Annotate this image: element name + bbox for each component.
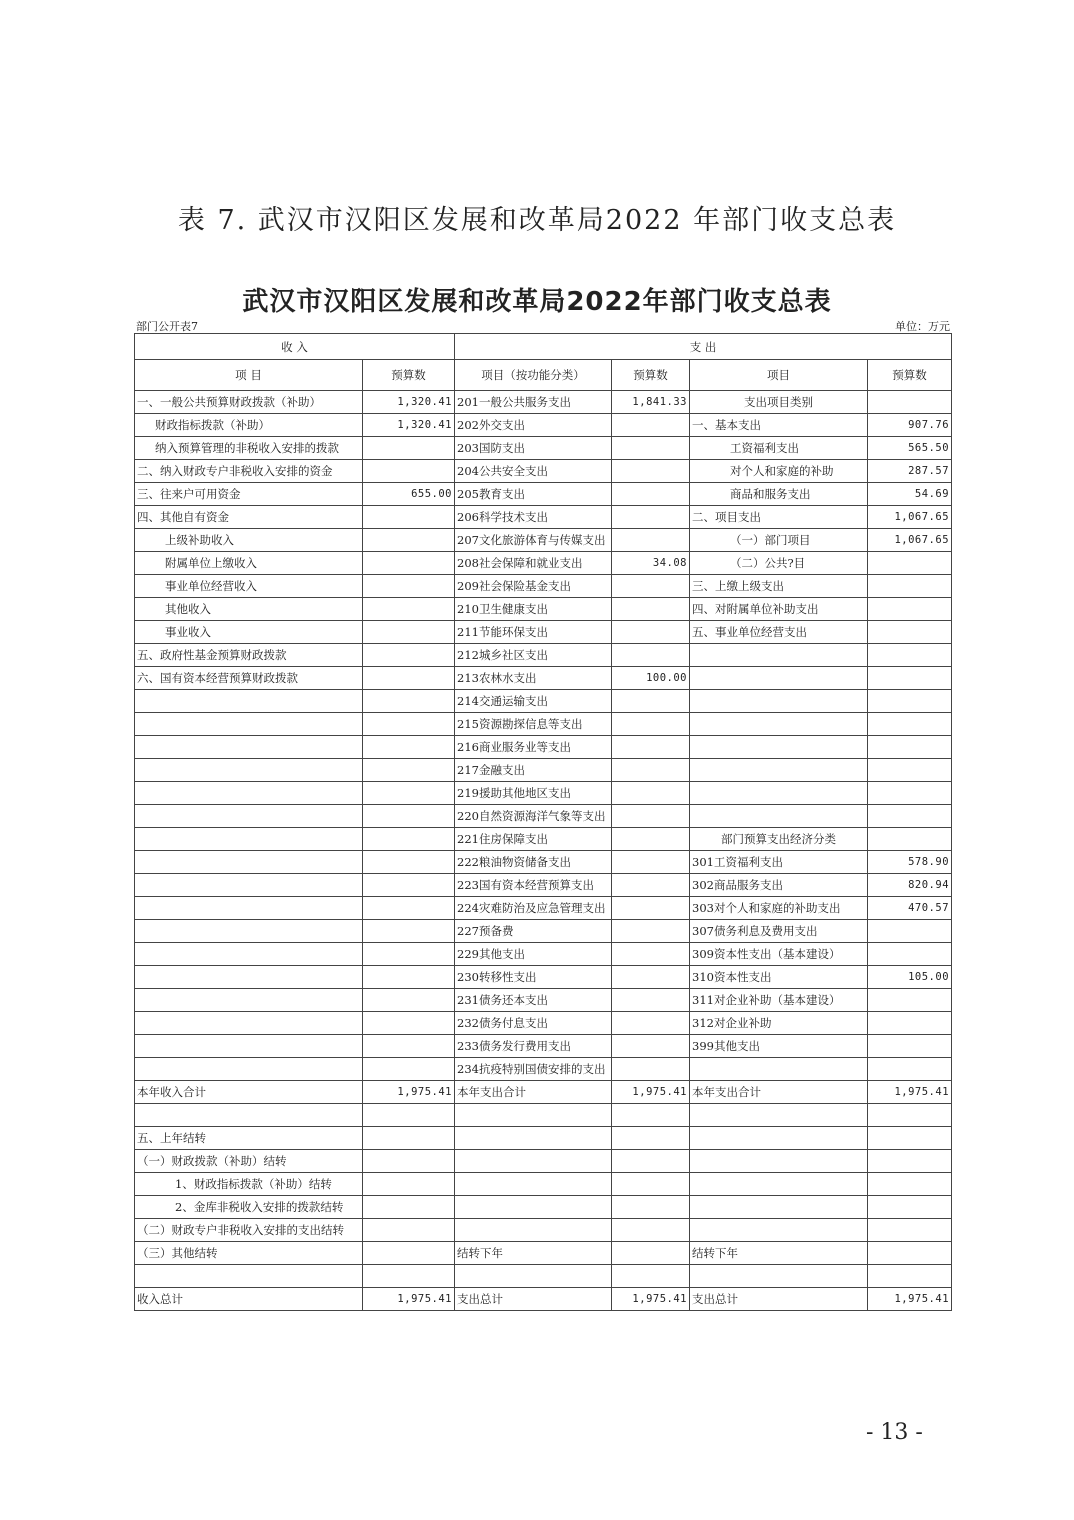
expense-function-budget-cell: [612, 529, 690, 552]
page-number: - 13 -: [866, 1420, 923, 1445]
expense-function-cell: 205教育支出: [455, 483, 612, 506]
expense-function-budget-cell: [612, 897, 690, 920]
expense-category-budget-cell: [868, 1265, 952, 1288]
expense-category-budget-cell: [868, 736, 952, 759]
table-row: [135, 391, 952, 414]
expense-function-budget-cell: [612, 828, 690, 851]
income-budget-cell: [363, 828, 455, 851]
table-row: [135, 414, 952, 437]
income-item-cell: [135, 805, 363, 828]
income-budget-cell: [363, 897, 455, 920]
expense-category-cell: 二、项目支出: [690, 506, 868, 529]
income-item-cell: [135, 690, 363, 713]
expense-category-budget-cell: [868, 621, 952, 644]
income-item-cell: 附属单位上缴收入: [135, 552, 363, 575]
income-item-cell: [135, 851, 363, 874]
expense-category-cell: [690, 1196, 868, 1219]
expense-category-budget-cell: 1,067.65: [868, 506, 952, 529]
expense-header: 支 出: [455, 334, 952, 360]
expense-function-cell: 204公共安全支出: [455, 460, 612, 483]
expense-function-budget-cell: [612, 1012, 690, 1035]
expense-category-budget-cell: [868, 759, 952, 782]
expense-function-budget-cell: [612, 736, 690, 759]
expense-function-cell: 203国防支出: [455, 437, 612, 460]
table-row: [135, 1104, 952, 1127]
expense-category-budget-cell: 578.90: [868, 851, 952, 874]
expense-category-budget-cell: [868, 805, 952, 828]
table-row: [135, 966, 952, 989]
expense-category-budget-cell: 54.69: [868, 483, 952, 506]
expense-function-cell: 222粮油物资储备支出: [455, 851, 612, 874]
income-budget-cell: [363, 1035, 455, 1058]
expense-function-cell: 209社会保险基金支出: [455, 575, 612, 598]
expense-function-cell: [455, 1196, 612, 1219]
income-item-cell: （三）其他结转: [135, 1242, 363, 1265]
expense-category-cell: 三、上缴上级支出: [690, 575, 868, 598]
income-item-cell: 三、往来户可用资金: [135, 483, 363, 506]
income-item-cell: [135, 1058, 363, 1081]
col-budget3-header: 预算数: [868, 360, 952, 391]
expense-category-cell: 302商品服务支出: [690, 874, 868, 897]
table-row: [135, 1150, 952, 1173]
expense-function-budget-cell: [612, 1150, 690, 1173]
income-budget-cell: [363, 621, 455, 644]
expense-function-budget-cell: [612, 1173, 690, 1196]
expense-category-budget-cell: [868, 943, 952, 966]
document-title: 表 7. 武汉市汉阳区发展和改革局2022 年部门收支总表: [177, 205, 897, 236]
expense-function-budget-cell: [612, 851, 690, 874]
expense-function-cell: 213农林水支出: [455, 667, 612, 690]
income-budget-cell: 1,975.41: [363, 1081, 455, 1104]
expense-category-budget-cell: 1,975.41: [868, 1081, 952, 1104]
table-row: [135, 529, 952, 552]
income-budget-cell: [363, 805, 455, 828]
income-item-cell: 财政指标拨款（补助）: [135, 414, 363, 437]
expense-function-budget-cell: [612, 1265, 690, 1288]
expense-category-cell: 支出项目类别: [690, 391, 868, 414]
income-item-cell: 收入总计: [135, 1288, 363, 1311]
expense-category-cell: 309资本性支出（基本建设）: [690, 943, 868, 966]
expense-category-budget-cell: 907.76: [868, 414, 952, 437]
expense-category-cell: 五、事业单位经营支出: [690, 621, 868, 644]
expense-function-budget-cell: [612, 690, 690, 713]
expense-category-budget-cell: [868, 1242, 952, 1265]
expense-category-budget-cell: [868, 713, 952, 736]
col-budget-header: 预算数: [363, 360, 455, 391]
expense-function-cell: 208社会保障和就业支出: [455, 552, 612, 575]
expense-function-cell: 215资源勘探信息等支出: [455, 713, 612, 736]
table-row: [135, 483, 952, 506]
expense-function-cell: 217金融支出: [455, 759, 612, 782]
expense-function-budget-cell: 1,975.41: [612, 1288, 690, 1311]
expense-function-budget-cell: 100.00: [612, 667, 690, 690]
expense-function-cell: 202外交支出: [455, 414, 612, 437]
income-item-cell: [135, 943, 363, 966]
expense-category-budget-cell: [868, 575, 952, 598]
expense-category-cell: 结转下年: [690, 1242, 868, 1265]
expense-category-cell: 一、基本支出: [690, 414, 868, 437]
expense-category-cell: 商品和服务支出: [690, 483, 868, 506]
income-budget-cell: [363, 736, 455, 759]
table-row: [135, 1035, 952, 1058]
income-item-cell: [135, 782, 363, 805]
income-item-cell: 1、财政指标拨款（补助）结转: [135, 1173, 363, 1196]
expense-function-cell: [455, 1173, 612, 1196]
income-item-cell: [135, 920, 363, 943]
table-row: [135, 713, 952, 736]
expense-function-budget-cell: [612, 506, 690, 529]
expense-category-budget-cell: [868, 1150, 952, 1173]
income-item-cell: [135, 759, 363, 782]
income-budget-cell: [363, 1265, 455, 1288]
income-item-cell: [135, 1035, 363, 1058]
expense-category-budget-cell: [868, 828, 952, 851]
income-item-cell: 一、一般公共预算财政拨款（补助）: [135, 391, 363, 414]
expense-category-budget-cell: [868, 1035, 952, 1058]
income-budget-cell: [363, 552, 455, 575]
expense-category-budget-cell: [868, 1104, 952, 1127]
expense-function-cell: 216商业服务业等支出: [455, 736, 612, 759]
table-row: [135, 874, 952, 897]
expense-category-cell: 301工资福利支出: [690, 851, 868, 874]
expense-category-budget-cell: [868, 667, 952, 690]
table-row: [135, 1012, 952, 1035]
expense-category-budget-cell: [868, 782, 952, 805]
income-item-cell: 事业收入: [135, 621, 363, 644]
income-budget-cell: [363, 1219, 455, 1242]
income-budget-cell: [363, 437, 455, 460]
income-budget-cell: 1,975.41: [363, 1288, 455, 1311]
expense-function-cell: 201一般公共服务支出: [455, 391, 612, 414]
expense-category-cell: 四、对附属单位补助支出: [690, 598, 868, 621]
expense-category-cell: 对个人和家庭的补助: [690, 460, 868, 483]
table-row: [135, 1219, 952, 1242]
expense-function-budget-cell: [612, 621, 690, 644]
income-item-cell: [135, 897, 363, 920]
expense-category-cell: [690, 644, 868, 667]
table-title: 武汉市汉阳区发展和改革局2022年部门收支总表: [242, 287, 832, 317]
expense-function-budget-cell: [612, 437, 690, 460]
expense-category-cell: [690, 1265, 868, 1288]
expense-function-cell: [455, 1104, 612, 1127]
expense-category-budget-cell: 1,067.65: [868, 529, 952, 552]
table-row: [135, 667, 952, 690]
table-row: [135, 437, 952, 460]
expense-category-cell: [690, 713, 868, 736]
income-budget-cell: 1,320.41: [363, 391, 455, 414]
expense-category-budget-cell: 287.57: [868, 460, 952, 483]
expense-category-cell: 307债务利息及费用支出: [690, 920, 868, 943]
expense-category-cell: 399其他支出: [690, 1035, 868, 1058]
expense-function-budget-cell: [612, 1219, 690, 1242]
table-row: [135, 1173, 952, 1196]
expense-function-budget-cell: [612, 1035, 690, 1058]
income-item-cell: [135, 989, 363, 1012]
expense-function-budget-cell: [612, 989, 690, 1012]
table-row: [135, 1242, 952, 1265]
expense-category-budget-cell: 820.94: [868, 874, 952, 897]
income-item-cell: [135, 874, 363, 897]
table-row: [135, 1265, 952, 1288]
expense-category-cell: 支出总计: [690, 1288, 868, 1311]
table-row: [135, 1288, 952, 1311]
expense-category-cell: [690, 759, 868, 782]
expense-function-budget-cell: [612, 460, 690, 483]
expense-function-budget-cell: [612, 644, 690, 667]
expense-category-cell: 303对个人和家庭的补助支出: [690, 897, 868, 920]
income-item-cell: [135, 1012, 363, 1035]
expense-function-budget-cell: [612, 1127, 690, 1150]
income-budget-cell: [363, 1127, 455, 1150]
income-item-cell: [135, 966, 363, 989]
expense-function-budget-cell: [612, 414, 690, 437]
expense-function-cell: 214交通运输支出: [455, 690, 612, 713]
expense-category-cell: [690, 736, 868, 759]
income-budget-cell: [363, 851, 455, 874]
table-row: [135, 575, 952, 598]
expense-category-budget-cell: [868, 1058, 952, 1081]
expense-category-budget-cell: [868, 598, 952, 621]
table-row: [135, 920, 952, 943]
table-row: [135, 782, 952, 805]
expense-function-cell: 227预备费: [455, 920, 612, 943]
expense-function-budget-cell: [612, 483, 690, 506]
income-budget-cell: [363, 1242, 455, 1265]
income-budget-cell: [363, 506, 455, 529]
expense-function-budget-cell: [612, 598, 690, 621]
expense-function-cell: [455, 1127, 612, 1150]
expense-function-cell: [455, 1150, 612, 1173]
income-item-cell: 六、国有资本经营预算财政拨款: [135, 667, 363, 690]
income-item-cell: 2、金库非税收入安排的拨款结转: [135, 1196, 363, 1219]
expense-function-cell: 232债务付息支出: [455, 1012, 612, 1035]
expense-function-cell: 220自然资源海洋气象等支出: [455, 805, 612, 828]
income-budget-cell: [363, 667, 455, 690]
expense-function-cell: 支出总计: [455, 1288, 612, 1311]
expense-category-budget-cell: [868, 1127, 952, 1150]
expense-function-budget-cell: [612, 782, 690, 805]
expense-function-budget-cell: [612, 1058, 690, 1081]
expense-category-cell: [690, 1219, 868, 1242]
expense-category-cell: 312对企业补助: [690, 1012, 868, 1035]
expense-category-budget-cell: 470.57: [868, 897, 952, 920]
expense-category-budget-cell: [868, 1219, 952, 1242]
expense-category-cell: 311对企业补助（基本建设）: [690, 989, 868, 1012]
table-row: [135, 989, 952, 1012]
expense-function-budget-cell: [612, 713, 690, 736]
expense-category-cell: [690, 1104, 868, 1127]
table-row: [135, 851, 952, 874]
income-item-cell: [135, 713, 363, 736]
expense-category-cell: [690, 1127, 868, 1150]
expense-function-budget-cell: [612, 920, 690, 943]
income-item-cell: [135, 828, 363, 851]
expense-function-budget-cell: [612, 805, 690, 828]
income-item-cell: [135, 736, 363, 759]
income-item-cell: [135, 1265, 363, 1288]
income-budget-cell: [363, 598, 455, 621]
income-item-cell: 二、纳入财政专户非税收入安排的资金: [135, 460, 363, 483]
table-row: [135, 736, 952, 759]
expense-category-budget-cell: [868, 1012, 952, 1035]
table-row: [135, 598, 952, 621]
income-budget-cell: [363, 1173, 455, 1196]
unit-label: 单位：万元: [895, 320, 950, 333]
expense-category-budget-cell: 565.50: [868, 437, 952, 460]
income-budget-cell: [363, 1104, 455, 1127]
expense-category-budget-cell: [868, 391, 952, 414]
expense-category-cell: [690, 690, 868, 713]
income-item-cell: 四、其他自有资金: [135, 506, 363, 529]
expense-function-cell: 234抗疫特别国债安排的支出: [455, 1058, 612, 1081]
table-row: [135, 1081, 952, 1104]
expense-function-cell: 223国有资本经营预算支出: [455, 874, 612, 897]
expense-function-budget-cell: [612, 575, 690, 598]
income-budget-cell: [363, 989, 455, 1012]
table-row: [135, 828, 952, 851]
expense-function-cell: 211节能环保支出: [455, 621, 612, 644]
income-item-cell: 纳入预算管理的非税收入安排的拨款: [135, 437, 363, 460]
income-item-cell: 本年收入合计: [135, 1081, 363, 1104]
income-item-cell: 事业单位经营收入: [135, 575, 363, 598]
expense-category-budget-cell: 1,975.41: [868, 1288, 952, 1311]
income-header: 收 入: [135, 334, 455, 360]
expense-category-budget-cell: [868, 920, 952, 943]
expense-category-cell: 本年支出合计: [690, 1081, 868, 1104]
expense-function-cell: 219援助其他地区支出: [455, 782, 612, 805]
header-row-main: [135, 334, 952, 360]
col-budget2-header: 预算数: [612, 360, 690, 391]
expense-category-budget-cell: [868, 1196, 952, 1219]
income-budget-cell: [363, 966, 455, 989]
table-row: [135, 759, 952, 782]
income-item-cell: （一）财政拨款（补助）结转: [135, 1150, 363, 1173]
income-item-cell: 其他收入: [135, 598, 363, 621]
expense-function-cell: 231债务还本支出: [455, 989, 612, 1012]
income-budget-cell: [363, 1012, 455, 1035]
expense-function-cell: 206科学技术支出: [455, 506, 612, 529]
expense-function-budget-cell: [612, 874, 690, 897]
expense-function-cell: 230转移性支出: [455, 966, 612, 989]
expense-category-budget-cell: 105.00: [868, 966, 952, 989]
expense-function-cell: 结转下年: [455, 1242, 612, 1265]
expense-function-cell: 本年支出合计: [455, 1081, 612, 1104]
table-row: [135, 897, 952, 920]
income-budget-cell: [363, 713, 455, 736]
expense-function-cell: 207文化旅游体育与传媒支出: [455, 529, 612, 552]
table-row: [135, 690, 952, 713]
income-budget-cell: [363, 690, 455, 713]
expense-function-cell: 210卫生健康支出: [455, 598, 612, 621]
expense-function-budget-cell: [612, 1242, 690, 1265]
income-budget-cell: [363, 1196, 455, 1219]
expense-category-budget-cell: [868, 552, 952, 575]
income-budget-cell: 1,320.41: [363, 414, 455, 437]
expense-function-budget-cell: 34.08: [612, 552, 690, 575]
expense-category-budget-cell: [868, 690, 952, 713]
expense-category-budget-cell: [868, 644, 952, 667]
expense-function-budget-cell: [612, 943, 690, 966]
table-row: [135, 506, 952, 529]
expense-function-cell: [455, 1219, 612, 1242]
expense-category-budget-cell: [868, 1173, 952, 1196]
table-row: [135, 621, 952, 644]
income-budget-cell: [363, 1150, 455, 1173]
income-budget-cell: [363, 943, 455, 966]
expense-function-cell: 233债务发行费用支出: [455, 1035, 612, 1058]
table-row: [135, 552, 952, 575]
income-item-cell: 五、上年结转: [135, 1127, 363, 1150]
expense-category-cell: 工资福利支出: [690, 437, 868, 460]
header-row-columns: [135, 360, 952, 391]
income-budget-cell: [363, 644, 455, 667]
expense-category-cell: 310资本性支出: [690, 966, 868, 989]
income-budget-cell: [363, 575, 455, 598]
income-budget-cell: [363, 529, 455, 552]
income-budget-cell: [363, 759, 455, 782]
col-item2-header: 项目: [690, 360, 868, 391]
expense-function-cell: 221住房保障支出: [455, 828, 612, 851]
income-budget-cell: [363, 460, 455, 483]
table-code: 部门公开表7: [136, 320, 198, 333]
expense-category-budget-cell: [868, 989, 952, 1012]
table-row: [135, 1127, 952, 1150]
table-row: [135, 1196, 952, 1219]
expense-function-budget-cell: [612, 759, 690, 782]
income-budget-cell: [363, 874, 455, 897]
income-item-cell: （二）财政专户非税收入安排的支出结转: [135, 1219, 363, 1242]
expense-function-cell: [455, 1265, 612, 1288]
income-item-cell: [135, 1104, 363, 1127]
expense-category-cell: [690, 1058, 868, 1081]
col-item-header: 项 目: [135, 360, 363, 391]
expense-function-budget-cell: [612, 1196, 690, 1219]
expense-category-cell: [690, 805, 868, 828]
expense-function-budget-cell: 1,841.33: [612, 391, 690, 414]
expense-function-budget-cell: [612, 1104, 690, 1127]
expense-function-cell: 229其他支出: [455, 943, 612, 966]
income-budget-cell: 655.00: [363, 483, 455, 506]
expense-category-cell: [690, 1150, 868, 1173]
expense-category-cell: （一）部门项目: [690, 529, 868, 552]
expense-function-cell: 212城乡社区支出: [455, 644, 612, 667]
expense-function-budget-cell: [612, 966, 690, 989]
table-row: [135, 1058, 952, 1081]
expense-function-budget-cell: 1,975.41: [612, 1081, 690, 1104]
expense-category-cell: [690, 782, 868, 805]
income-budget-cell: [363, 782, 455, 805]
expense-category-cell: [690, 667, 868, 690]
revenue-expenditure-table: [134, 333, 952, 1311]
income-item-cell: 上级补助收入: [135, 529, 363, 552]
table-row: [135, 644, 952, 667]
expense-function-cell: 224灾难防治及应急管理支出: [455, 897, 612, 920]
table-row: [135, 943, 952, 966]
table-row: [135, 805, 952, 828]
expense-category-cell: [690, 1173, 868, 1196]
income-item-cell: 五、政府性基金预算财政拨款: [135, 644, 363, 667]
col-function-header: 项目（按功能分类）: [455, 360, 612, 391]
expense-category-cell: 部门预算支出经济分类: [690, 828, 868, 851]
table-row: [135, 460, 952, 483]
income-budget-cell: [363, 1058, 455, 1081]
expense-category-cell: （二）公共?目: [690, 552, 868, 575]
income-budget-cell: [363, 920, 455, 943]
